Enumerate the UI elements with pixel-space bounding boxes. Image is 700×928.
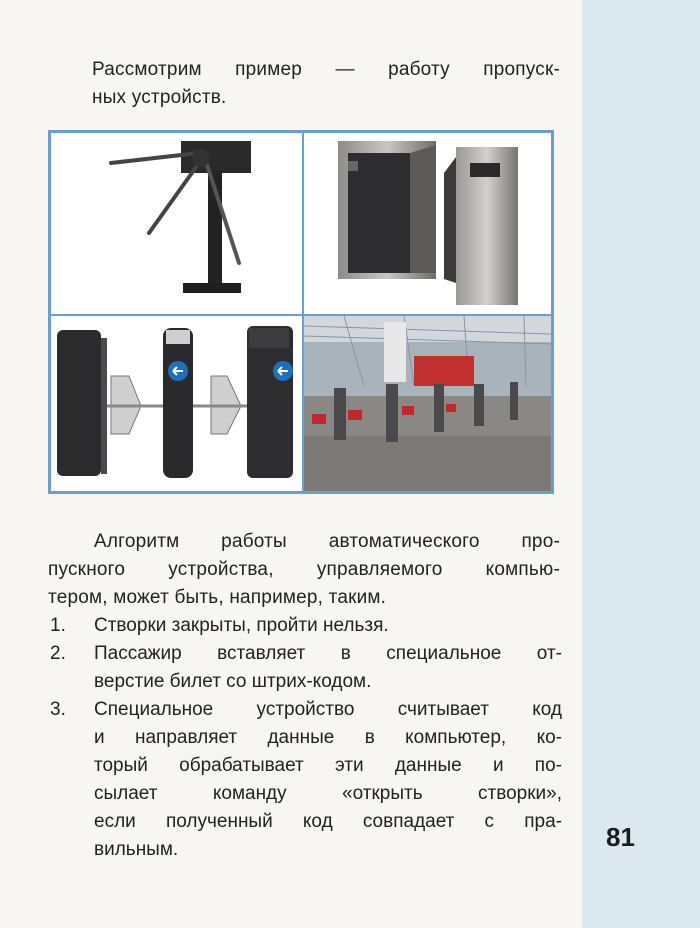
- intro-line: ных устройств.: [92, 87, 227, 108]
- list-item-line: Створки закрыты, пройти нельзя.: [94, 615, 389, 636]
- station-turnstiles-photo: [304, 316, 551, 491]
- list-item-line: если полученный код совпадает с пра-: [94, 811, 562, 832]
- list-item-line: сылает команду «открыть створки»,: [94, 783, 562, 804]
- glass-flap-turnstiles-image: [51, 316, 302, 491]
- page-number: 81: [606, 822, 635, 852]
- list-item-line: верстие билет со штрих-кодом.: [94, 671, 372, 692]
- algorithm-line: тером, может быть, например, таким.: [48, 587, 387, 608]
- list-item-line: Пассажир вставляет в специальное от-: [94, 643, 562, 664]
- algorithm-paragraph: [48, 528, 560, 612]
- list-item-line: и направляет данные в компьютер, ко-: [94, 727, 562, 748]
- figure-divider: [51, 314, 551, 316]
- algorithm-line: Алгоритм работы автоматического про-: [94, 531, 560, 552]
- algorithm-line: пускного устройства, управляемого компью-: [48, 559, 560, 580]
- intro-paragraph: [92, 56, 560, 112]
- list-item-number: 2.: [50, 643, 66, 664]
- tripod-turnstile-image: [51, 133, 302, 314]
- list-item-line: торый обрабатывает эти данные и по-: [94, 755, 562, 776]
- turnstile-figure: [48, 130, 554, 494]
- list-item-line: Специальное устройство считывает код: [94, 699, 562, 720]
- intro-line: Рассмотрим пример — работу пропуск-: [92, 59, 560, 80]
- swing-gate-turnstiles-image: [304, 133, 551, 314]
- figure-divider: [302, 133, 304, 491]
- list-item-number: 3.: [50, 699, 66, 720]
- page-margin-band: [582, 0, 700, 928]
- list-item-line: вильным.: [94, 839, 179, 860]
- list-item-number: 1.: [50, 615, 66, 636]
